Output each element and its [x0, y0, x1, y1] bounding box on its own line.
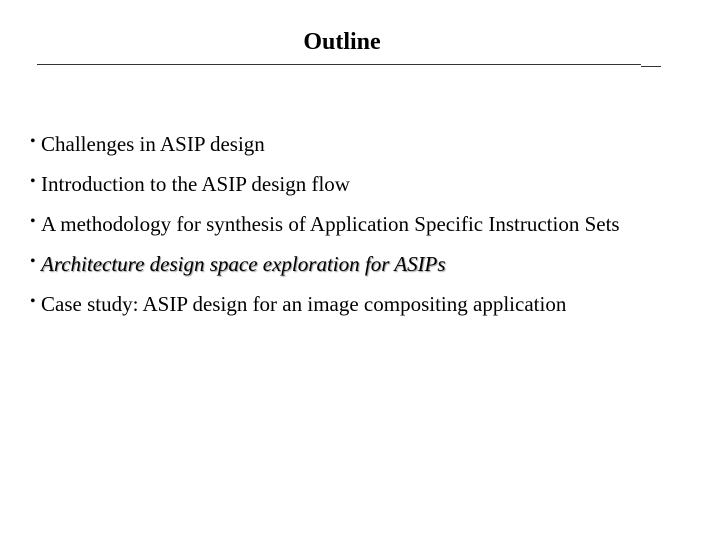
- slide-title: Outline: [303, 29, 381, 55]
- title-divider-tail: [641, 66, 661, 67]
- bullet-list: [30, 124, 620, 324]
- bullet-icon: •: [30, 293, 36, 310]
- bullet-icon: •: [30, 253, 36, 270]
- bullet-text: Challenges in ASIP design: [41, 131, 265, 156]
- bullet-icon: •: [30, 173, 36, 190]
- bullet-icon: •: [30, 133, 36, 150]
- bullet-item: [30, 124, 620, 164]
- bullet-text-current: Architecture design space exploration for ASIPs: [41, 251, 446, 276]
- bullet-icon: •: [30, 213, 36, 230]
- bullet-text: Case study: ASIP design for an image compositing application: [41, 291, 567, 316]
- bullet-item-current: [30, 244, 620, 284]
- title-divider: [37, 64, 641, 65]
- bullet-item: [30, 284, 620, 324]
- bullet-text: A methodology for synthesis of Application Specific Instruction Sets: [41, 211, 620, 236]
- bullet-text: Introduction to the ASIP design flow: [41, 171, 350, 196]
- bullet-item: [30, 204, 620, 244]
- bullet-item: [30, 164, 620, 204]
